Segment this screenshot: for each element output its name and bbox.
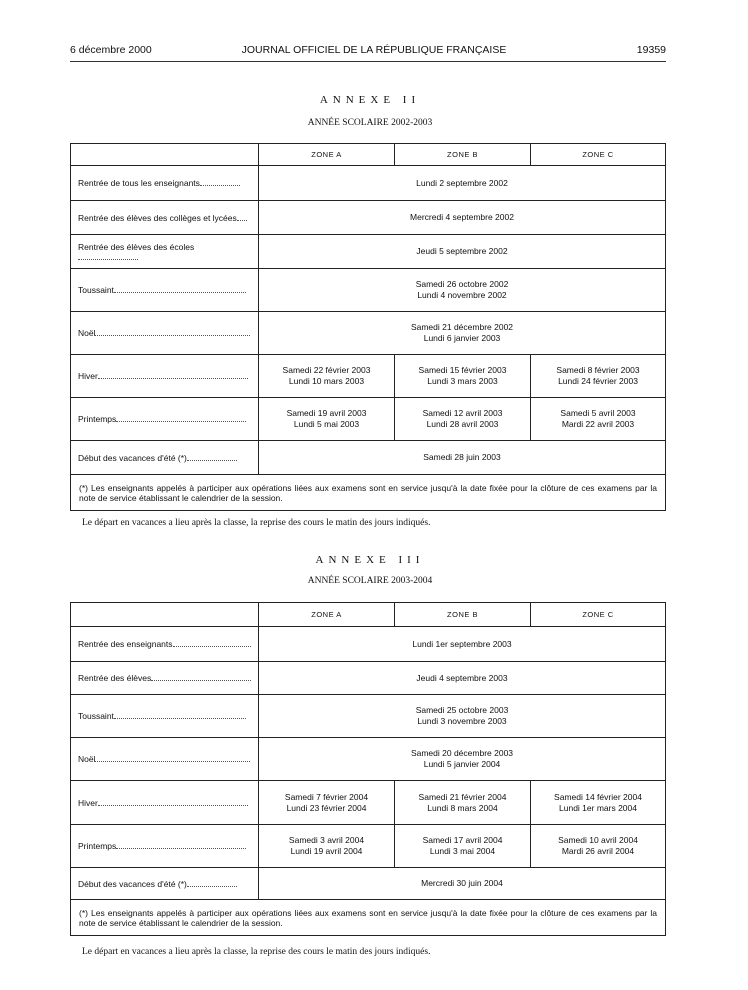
- table-row: [71, 781, 666, 825]
- row-label: Noël: [78, 754, 96, 764]
- date-value: Lundi 24 février 2003: [558, 376, 638, 386]
- date-value: Samedi 21 décembre 2002: [410, 322, 514, 332]
- table-footnote-row: [71, 475, 666, 511]
- annex-3-subtitle: ANNÉE SCOLAIRE 2003-2004: [307, 576, 433, 586]
- date-value: Lundi 1er septembre 2003: [412, 638, 512, 649]
- row-label: Printemps: [78, 414, 117, 424]
- row-label: Début des vacances d'été (*): [78, 452, 187, 463]
- row-label: Toussaint: [78, 285, 114, 295]
- date-value: Jeudi 4 septembre 2003: [416, 672, 508, 683]
- table-row: [71, 312, 666, 355]
- header-empty-cell: [71, 603, 259, 627]
- date-value: Lundi 19 avril 2004: [290, 846, 363, 856]
- zone-c-header: ZONE C: [531, 603, 666, 627]
- date-value: Lundi 23 février 2004: [286, 802, 367, 813]
- annex-3-title: ANNEXE III: [315, 554, 425, 566]
- date-value: Mardi 22 avril 2003: [561, 419, 635, 429]
- date-value: Samedi 22 février 2003: [282, 365, 371, 375]
- zone-a-header: ZONE A: [259, 144, 395, 166]
- date-value: Lundi 2 septembre 2002: [416, 177, 508, 188]
- header-empty-cell: [71, 144, 259, 166]
- table-row: [71, 201, 666, 235]
- date-value: Mercredi 30 juin 2004: [421, 878, 503, 888]
- table-header-row: [71, 603, 666, 627]
- date-value: Lundi 1er mars 2004: [559, 802, 637, 813]
- date-value: Samedi 12 avril 2003: [422, 408, 503, 418]
- zone-b-header: ZONE B: [395, 144, 531, 166]
- date-value: Lundi 3 novembre 2003: [417, 716, 507, 726]
- row-label: Rentrée des élèves: [78, 673, 152, 683]
- row-label: Rentrée des enseignants: [78, 639, 173, 649]
- date-value: Samedi 8 février 2003: [556, 365, 640, 375]
- date-value: Samedi 3 avril 2004: [288, 835, 365, 845]
- row-label: Toussaint: [78, 711, 114, 721]
- header-page-number: 19359: [636, 44, 666, 56]
- table-row: [71, 695, 666, 738]
- row-label: Hiver: [78, 371, 98, 381]
- date-value: Lundi 3 mai 2004: [429, 846, 496, 856]
- date-value: Samedi 14 février 2004: [554, 791, 642, 802]
- date-value: Samedi 10 avril 2004: [558, 835, 638, 845]
- date-value: Lundi 8 mars 2004: [427, 802, 498, 813]
- footnote: (*) Les enseignants appelés à participer aux opérations liées aux examens sont en service jusqu'à la date fixée pour la clôture de ces examens par la note de service établissant le calendrier de la session.: [71, 475, 666, 511]
- date-value: Samedi 28 juin 2003: [423, 452, 501, 462]
- date-value: Samedi 15 février 2003: [418, 365, 507, 375]
- date-value: Lundi 4 novembre 2002: [417, 290, 507, 300]
- date-value: Samedi 20 décembre 2003: [410, 748, 514, 758]
- date-value: Samedi 17 avril 2004: [422, 835, 503, 845]
- table-row: [71, 398, 666, 441]
- table-footnote-row: [71, 900, 666, 936]
- header-journal-title: JOURNAL OFFICIEL DE LA RÉPUBLIQUE FRANÇAISE: [241, 44, 507, 56]
- table-row: [71, 269, 666, 312]
- table-row: [71, 441, 666, 475]
- annex-2-title: ANNEXE II: [319, 94, 421, 106]
- date-value: Samedi 21 février 2004: [418, 791, 507, 802]
- header-date: 6 décembre 2000: [70, 44, 152, 56]
- row-label: Rentrée des élèves des écoles: [78, 241, 195, 252]
- date-value: Samedi 19 avril 2003: [286, 408, 367, 418]
- header-rule: [70, 61, 666, 62]
- date-value: Mardi 26 avril 2004: [561, 846, 635, 856]
- annex-2-calendar-table: [70, 143, 666, 511]
- date-value: Mercredi 4 septembre 2002: [410, 212, 514, 222]
- annex-2-subtitle: ANNÉE SCOLAIRE 2002-2003: [307, 118, 433, 128]
- row-label: Noël: [78, 328, 96, 338]
- date-value: Lundi 6 janvier 2003: [423, 333, 501, 343]
- date-value: Lundi 28 avril 2003: [426, 419, 499, 429]
- table-row: [71, 627, 666, 662]
- table-row: [71, 166, 666, 201]
- annex-3-calendar-table: [70, 602, 666, 936]
- table-row: [71, 662, 666, 695]
- date-value: Lundi 5 janvier 2004: [423, 759, 501, 769]
- date-value: Samedi 26 octobre 2002: [415, 279, 509, 289]
- table-header-row: [71, 144, 666, 166]
- zone-a-header: ZONE A: [259, 603, 395, 627]
- date-value: Lundi 3 mars 2003: [427, 376, 498, 386]
- date-value: Lundi 5 mai 2003: [293, 419, 360, 429]
- row-label: Rentrée de tous les enseignants: [78, 178, 200, 188]
- zone-b-header: ZONE B: [395, 603, 531, 627]
- table-row: [71, 738, 666, 781]
- zone-c-header: ZONE C: [531, 144, 666, 166]
- date-value: Samedi 7 février 2004: [284, 791, 369, 802]
- table-row: [71, 235, 666, 269]
- page-header: [0, 0, 748, 64]
- table-row: [71, 355, 666, 398]
- date-value: Jeudi 5 septembre 2002: [416, 246, 508, 256]
- date-value: Samedi 5 avril 2003: [560, 408, 636, 418]
- row-label: Hiver: [78, 797, 98, 808]
- date-value: Samedi 25 octobre 2003: [415, 705, 509, 715]
- row-label: Début des vacances d'été (*): [78, 878, 187, 889]
- annex-2-note: Le départ en vacances a lieu après la classe, la reprise des cours le matin des jours indiqués.: [82, 518, 431, 528]
- table-row: [71, 868, 666, 900]
- footnote: (*) Les enseignants appelés à participer aux opérations liées aux examens sont en service jusqu'à la date fixée pour la clôture de ces examens par la note de service établissant le calendrier de la session.: [71, 900, 666, 936]
- date-value: Lundi 10 mars 2003: [288, 376, 365, 386]
- row-label: Printemps: [78, 841, 117, 851]
- annex-3-note: Le départ en vacances a lieu après la classe, la reprise des cours le matin des jours indiqués.: [82, 947, 431, 957]
- row-label: Rentrée des élèves des collèges et lycées: [78, 212, 237, 223]
- table-row: [71, 825, 666, 868]
